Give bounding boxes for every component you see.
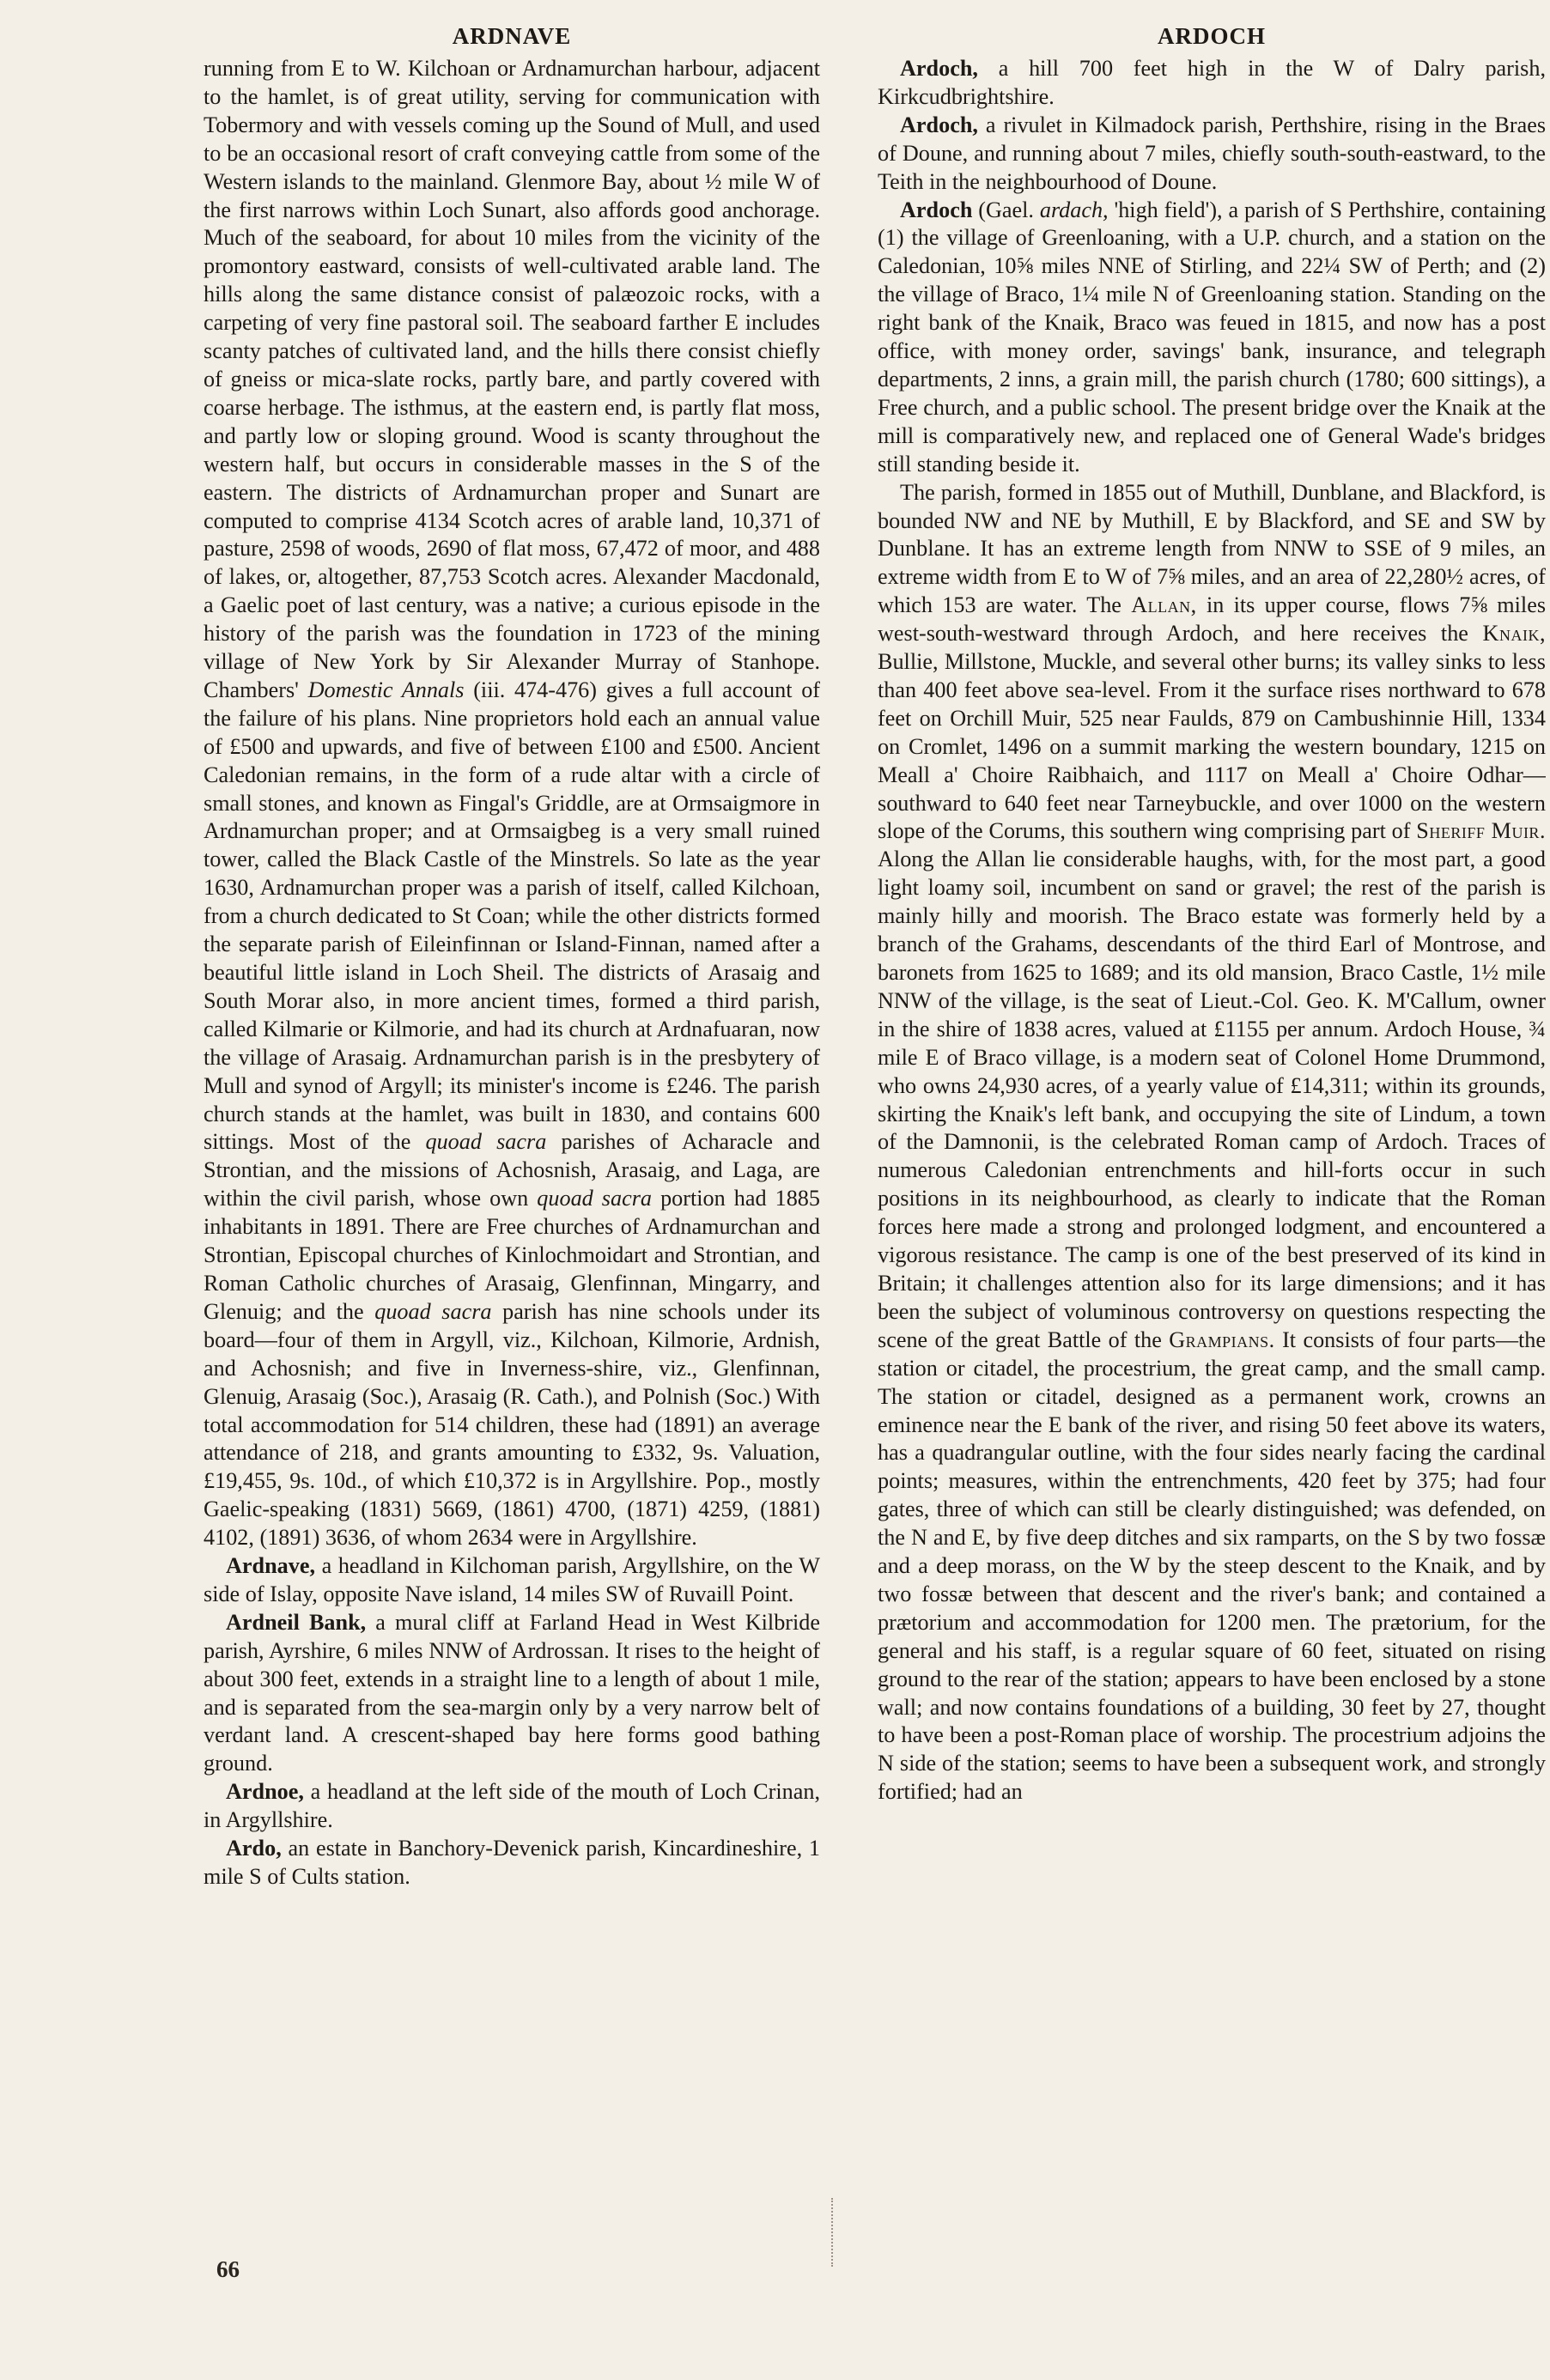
entry-text: a rivulet in Kilmadock parish, Perthshire, rising in the Braes of Doune, and running about 7 miles, chiefly south-south-eastward, to the Teith in the neighbourhood of Doune. <box>878 112 1546 194</box>
headword: Ardoch, <box>900 112 978 137</box>
headword: Ardo, <box>226 1836 282 1861</box>
entry-text: (Gael. <box>978 197 1034 222</box>
text-run: The parish, formed in 1855 out of Muthill, Dunblane, and Blackford, is bounded NW and NE by Muthill, E by Blackford, and SE and SW by Dunblane. It has an extreme length from NNW to SSE of 9 miles, an extreme width from E to W of 7⅝ miles, and an area of 22,280½ acres, of which 153 are water. The <box>878 479 1546 618</box>
text-run: parish has nine schools under its board—four of them in Argyll, viz., Kilchoan, Kilmorie, Ardnish, and Achosnish; and five in Inverness-shire, viz., Glenfinnan, Glenuig, Arasaig (Soc.), Arasaig (R. Cath.), and Polnish (Soc.) With total accommodation for 514 children, these had (1891) an average attendance of 218, and grants amounting to £332, 9s. Valuation, £19,455, 9s. 10d., of which £10,372 is in Argyllshire. Pop., mostly Gaelic-speaking (1831) 5669, (1861) 4700, (1871) 4259, (1881) 4102, (1891) 3636, of whom 2634 were in Argyllshire. <box>204 1298 820 1551</box>
text-run: running from E to W. Kilchoan or Ardnamurchan harbour, adjacent to the hamlet, is of great utility, serving for communication with Tobermory and with vessels coming up the Sound of Mull, and used to be an occasional resort of craft conveying cattle from some of the Western islands to the mainland. Glenmore Bay, about ½ mile W of the first narrows within Loch Sunart, also affords good anchorage. Much of the seaboard, for about 10 miles from the vicinity of the promontory eastward, consists of well-cultivated arable land. The hills along the same distance consist of palæozoic rocks, with a carpeting of very fine pastoral soil. The seaboard farther E includes scanty patches of cultivated land, and the hills there consist chiefly of gneiss or mica-slate rocks, partly bare, and partly covered with coarse herbage. The isthmus, at the eastern end, is partly flat moss, and partly low or sloping ground. Wood is scanty throughout the western half, but occurs in considerable masses in the S of the eastern. The districts of Ardnamurchan proper and Sunart are computed to comprise 4134 Scotch acres of arable land, 10,371 of pasture, 2598 of woods, 2690 of flat moss, 67,472 of moor, and 488 of lakes, or, altogether, 87,753 Scotch acres. Alexander Macdonald, a Gaelic poet of last century, was a native; a curious episode in the history of the parish was the foundation in 1723 of the mining village of New York by Sir Alexander Murray of Stanhope. Chambers' <box>204 56 820 702</box>
text-run: in its upper course, flows 7⅝ miles west-south-westward through Ardoch, and here receives the <box>878 592 1546 647</box>
italic-term: quoad sacra <box>537 1186 653 1211</box>
page-number: 66 <box>216 2256 240 2282</box>
entry-ardneil-bank <box>204 1609 820 1778</box>
continued-paragraph <box>204 55 820 1552</box>
entry-ardoch-rivulet <box>878 112 1546 197</box>
right-column <box>878 17 1546 2287</box>
left-column-text <box>204 55 820 2253</box>
entry-text: a headland in Kilchoman parish, Argyllshire, on the W side of Islay, opposite Nave island, 14 miles SW of Ruvaill Point. <box>204 1553 820 1606</box>
text-run: portion had 1885 inhabitants in 1891. There are Free churches of Ardnamurchan and Strontian, Episcopal churches of Kinlochmoidart and Strontian, and Roman Catholic churches of Arasaig, Glenfinnan, Mingarry, and Glenuig; and the <box>204 1186 820 1324</box>
entry-text: an estate in Banchory-Devenick parish, Kincardineshire, 1 mile S of Cults station. <box>204 1836 820 1889</box>
text-run: Along the Allan lie considerable haughs, with, for the most part, a good light loamy soil, incumbent on sand or gravel; the rest of the parish is mainly hilly and moorish. The Braco estate was formerly held by a branch of the Grahams, descendants of the third Earl of Montrose, and baronets from 1625 to 1689; and its old mansion, Braco Castle, 1½ mile NNW of the village, is the seat of Lieut.-Col. Geo. K. M'Callum, owner in the shire of 1838 acres, valued at £1155 per annum. Ardoch House, ¾ mile E of Braco village, is a modern seat of Colonel Home Drummond, who owns 24,930 acres, of a yearly value of £14,311; within its grounds, skirting the Knaik's left bank, and occupying the site of Lindum, a town of the Damnonii, is the celebrated Roman camp of Ardoch. Traces of numerous Caledonian entrenchments and hill-forts occur in such positions in its neighbourhood, as clearly to indicate that the Roman forces here made a strong and prolonged lodgment, and encountered a vigorous resistance. The camp is one of the best preserved of its kind in Britain; it challenges attention also for its large dimensions; and it has been the subject of voluminous controversy on questions respecting the scene of the great Battle of the <box>878 847 1546 1352</box>
entry-text: a hill 700 feet high in the W of Dalry parish, Kirkcudbrightshire. <box>878 56 1546 109</box>
entry-text: a mural cliff at Farland Head in West Kilbride parish, Ayrshire, 6 miles NNW of Ardrossan. It rises to the height of about 300 feet, extends in a straight line to a length of about 1 mile, and is separated from the sea-margin only by a very narrow belt of verdant land. A crescent-shaped bay here forms good bathing ground. <box>204 1609 820 1776</box>
italic-term: ardach, <box>1039 197 1109 222</box>
text-run: parishes of Acharacle and Strontian, and the missions of Achosnish, Arasaig, and Laga, are within the civil parish, whose own <box>204 1129 820 1211</box>
italic-term: quoad sacra <box>425 1129 547 1155</box>
cross-reference: Sheriff Muir. <box>1416 818 1546 844</box>
cross-reference: Allan, <box>1131 592 1197 618</box>
entry-ardnave <box>204 1552 820 1609</box>
italic-title: Domestic Annals <box>307 677 465 702</box>
headword: Ardnave, <box>226 1553 316 1579</box>
left-running-head: ARDNAVE <box>452 23 572 49</box>
text-run: (iii. 474-476) gives a full account of the failure of his plans. Nine proprietors hold each an annual value of £500 and upwards, and five of between £100 and £500. Ancient Caledonian remains, in the form of a rude altar with a circle of small stones, and known as Fingal's Griddle, are at Ormsaigmore in Ardnamurchan proper; and at Ormsaigbeg is a very small ruined tower, called the Black Castle of the Minstrels. So late as the year 1630, Ardnamurchan proper was a parish of itself, called Kilchoan, from a church dedicated to St Coan; while the other districts formed the separate parish of Eileinfinnan or Island-Finnan, named after a beautiful little island in Loch Sheil. The districts of Arasaig and South Morar also, in more ancient times, formed a third parish, called Kilmarie or Kilmorie, and had its church at Ardnafuaran, now the village of Arasaig. Ardnamurchan parish is in the presbytery of Mull and synod of Argyll; its minister's income is £246. The parish church stands at the hamlet, was built in 1830, and contains 600 sittings. Most of the <box>204 677 820 1155</box>
headword: Ardoch, <box>900 56 978 81</box>
headword: Ardnoe, <box>226 1779 304 1805</box>
cross-reference: Knaik, <box>1482 621 1546 647</box>
right-column-text <box>878 55 1546 2287</box>
column-divider <box>831 2198 833 2267</box>
left-column <box>204 17 820 2253</box>
right-running-head: ARDOCH <box>1158 23 1266 49</box>
headword: Ardneil Bank, <box>226 1609 367 1635</box>
cross-reference: Grampians. <box>1169 1327 1275 1352</box>
entry-ardoch-hill <box>878 55 1546 112</box>
entry-ardoch-parish <box>878 197 1546 479</box>
italic-term: quoad sacra <box>374 1298 492 1324</box>
text-run: It consists of four parts—the station or citadel, the procestrium, the great camp, and the small camp. The station or citadel, designed as a permanent work, crowns an eminence near the E bank of the river, and rising 50 feet above its waters, has a quadrangular outline, with the four sides nearly facing the cardinal points; measures, within the entrenchments, 420 feet by 375; had four gates, three of which can still be clearly distinguished; was defended, on the N and E, by five deep ditches and six ramparts, on the S by two fossæ and a deep morass, on the W by the steep descent to the Knaik, and by two fossæ between that descent and the river's bank; and contained a prætorium and accommodation for 1200 men. The prætorium, for the general and his staff, is a regular square of 60 feet, situated on rising ground to the rear of the station; appears to have been enclosed by a stone wall; and now contains foundations of a building, 30 feet by 27, thought to have been a post-Roman place of worship. The procestrium adjoins the N side of the station; seems to have been a subsequent work, and strongly fortified; had an <box>878 1327 1546 1805</box>
entry-text: a headland at the left side of the mouth of Loch Crinan, in Argyllshire. <box>204 1779 820 1833</box>
entry-text: 'high field'), a parish of S Perthshire, containing (1) the village of Greenloaning, with a U.P. church, and a station on the Caledonian, 10⅝ miles NNE of Stirling, and 22¼ SW of Perth; and (2) the village of Braco, 1¼ mile N of Greenloaning station. Standing on the right bank of the Knaik, Braco was feued in 1815, and now has a post office, with money order, savings' bank, insurance, and telegraph departments, 2 inns, a grain mill, the parish church (1780; 600 sittings), a Free church, and a public school. The present bridge over the Knaik at the mill is comparatively new, and replaced one of General Wade's bridges still standing beside it. <box>878 197 1546 477</box>
text-run: Bullie, Millstone, Muckle, and several other burns; its valley sinks to less than 400 feet above sea-level. From it the surface rises northward to 678 feet on Orchill Muir, 525 near Faulds, 879 on Cambushinnie Hill, 1334 on Cromlet, 1496 on a summit marking the western boundary, 1215 on Meall a' Choire Raibhaich, and 1117 on Meall a' Choire Odhar—southward to 640 feet near Tarneybuckle, and over 1000 on the western slope of the Corums, this southern wing comprising part of <box>878 649 1546 844</box>
headword: Ardoch <box>900 197 973 222</box>
paragraph-parish-description <box>878 479 1546 1807</box>
entry-ardnoe <box>204 1778 820 1835</box>
entry-ardo <box>204 1835 820 1891</box>
